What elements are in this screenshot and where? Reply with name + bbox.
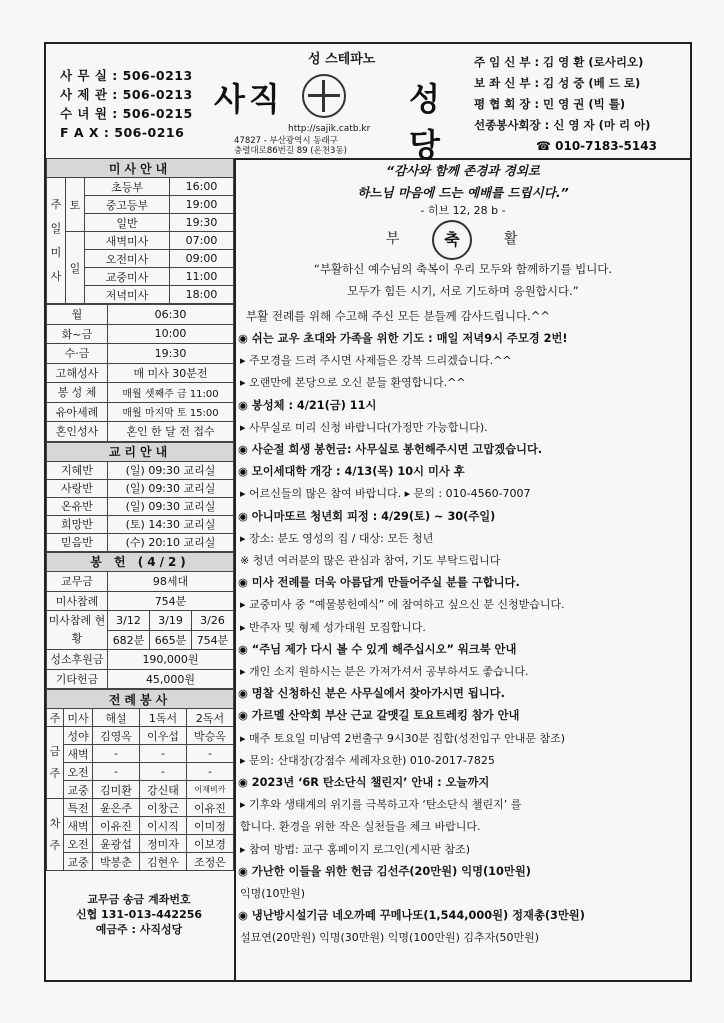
staff-assistant: 보 좌 신 부 : 김 성 중 (베 드 로) — [474, 76, 641, 90]
commentator: 김영옥 — [93, 727, 140, 745]
reader-2: - — [187, 745, 234, 763]
school-fee-label: 교무금 — [47, 572, 108, 592]
website-link[interactable]: http://sajik.catb.kr — [288, 124, 371, 134]
mass-slot: 성야 — [64, 727, 93, 745]
mass-table — [46, 158, 234, 304]
notice-item: ※ 청년 여러분의 많은 관심과 참여, 기도 부탁드립니다 — [240, 554, 501, 568]
notice-item: ◉ “주님 제가 다시 볼 수 있게 해주십시오” 워크북 안내 — [238, 642, 517, 656]
quote-line-2: 하느님 마음에 드는 예배를 드립시다.” — [357, 185, 569, 200]
title-left: 사직 — [214, 80, 284, 118]
col-header: 미사 — [64, 709, 93, 727]
catechism-table — [46, 442, 234, 552]
scripture-quote — [236, 158, 690, 204]
weekday-time: 06:30 — [108, 305, 234, 325]
notice-item: ◉ 냉난방시설기금 네오까떼 꾸메나또(1,544,000원) 정재총(3만원) — [238, 909, 585, 923]
notice-item: 설묘연(20만원) 익명(30만원) 익명(100만원) 김추자(50만원) — [240, 931, 540, 945]
reader-2: 이유진 — [187, 799, 234, 817]
mass-name: 오전미사 — [85, 250, 170, 268]
notice-item: ▸ 매주 토요일 미남역 2번출구 9시30분 집합(성전입구 안내문 참조) — [240, 731, 566, 745]
liturgy-title: 전례봉사 — [47, 690, 234, 709]
mass-slot: 교중 — [64, 853, 93, 871]
reader-1: 강신태 — [140, 781, 187, 799]
reader-1: 이창근 — [140, 799, 187, 817]
week2-label: 차주 — [47, 799, 64, 871]
mass-name: 저녁미사 — [85, 286, 170, 304]
mass-slot: 교중 — [64, 781, 93, 799]
extra-label: 혼인성사 — [47, 422, 108, 442]
col-header: 1독서 — [140, 709, 187, 727]
mass-name: 교중미사 — [85, 268, 170, 286]
staff-council: 평 협 회 장 : 민 영 권 (빅 틀) — [474, 97, 626, 111]
mass-name: 초등부 — [85, 178, 170, 196]
offering-title: 봉 헌 (4/2) — [47, 552, 234, 572]
notice-item: ◉ 쉬는 교우 초대와 가족을 위한 기도 : 매일 저녁9시 주모경 2번! — [238, 332, 568, 345]
reader-2: 이재비카 — [187, 781, 234, 799]
mass-name: 새벽미사 — [85, 232, 170, 250]
notice-item: ▸ 어르신들의 많은 참여 바랍니다. ▸ 문의 : 010-4560-7007 — [240, 487, 531, 501]
notice-item: ◉ 봉성체 : 4/21(금) 11시 — [238, 398, 377, 412]
bulletin-frame — [44, 42, 692, 982]
catechism-title: 교리안내 — [47, 442, 234, 461]
class-time: (일) 09:30 교리실 — [108, 497, 234, 515]
mass-time: 09:00 — [170, 250, 234, 268]
easter-char-1: 부 — [386, 231, 400, 247]
commentator: 윤광섭 — [93, 835, 140, 853]
school-fee-value: 98세대 — [108, 572, 234, 592]
mass-time: 18:00 — [170, 286, 234, 304]
status-count: 754분 — [192, 630, 234, 650]
class-name: 온유반 — [47, 497, 108, 515]
sungso-label: 성소후원금 — [47, 650, 108, 670]
title-right: 성당 — [409, 80, 444, 164]
reader-1: 이우섭 — [140, 727, 187, 745]
mass-att-value: 754분 — [108, 591, 234, 611]
notice-list — [236, 328, 690, 950]
reader-1: 김현우 — [140, 853, 187, 871]
weekday-label: 화~금 — [47, 324, 108, 344]
week1-label: 금주 — [47, 727, 64, 799]
sun-label: 일 — [66, 232, 85, 304]
account-info — [46, 892, 232, 937]
extra-value: 매월 셋째주 금 11:00 — [108, 383, 234, 403]
notice-item: ◉ 모이세대학 개강 : 4/13(목) 10시 미사 후 — [238, 465, 465, 479]
address — [234, 136, 347, 156]
extra-value: 매 미사 30분전 — [108, 363, 234, 383]
header — [46, 44, 690, 164]
reader-2: 이보경 — [187, 835, 234, 853]
commentator: 박봉춘 — [93, 853, 140, 871]
notice-item: ▸ 오랜만에 본당으로 오신 분들 환영합니다.^^ — [240, 376, 466, 390]
notice-item: ▸ 사무실로 미리 신청 바랍니다(가정만 가능합니다). — [240, 420, 488, 434]
notice-item: ▸ 반주자 및 형제 성가대원 모집합니다. — [240, 620, 426, 634]
other-value: 45,000원 — [108, 669, 234, 689]
staff-list — [474, 52, 657, 157]
address-line-2: 충렬대로86번길 89 (온천3동) — [234, 146, 347, 156]
notice-item: ◉ 가르멜 산악회 부산 근교 갈맷길 토요트레킹 참가 안내 — [238, 709, 520, 723]
sungso-value: 190,000원 — [108, 650, 234, 670]
notice-item: 익명(10만원) — [240, 887, 306, 901]
cross-emblem-icon — [302, 74, 346, 118]
reader-1: 이시직 — [140, 817, 187, 835]
class-time: (일) 09:30 교리실 — [108, 479, 234, 497]
mass-time: 11:00 — [170, 268, 234, 286]
col-header: 주 — [47, 709, 64, 727]
class-name: 지혜반 — [47, 461, 108, 479]
notice-item: ◉ 명찰 신청하신 분은 사무실에서 찾아가시면 됩니다. — [238, 687, 505, 701]
phone-office: 사 무 실 : 506-0213 — [60, 68, 193, 83]
account-holder: 예금주 : 사직성당 — [95, 923, 183, 936]
notice-item: ▸ 참여 방법: 교구 홈페이지 로그인(게시판 참조) — [240, 842, 471, 856]
col-header: 해설 — [93, 709, 140, 727]
easter-banner — [236, 218, 690, 258]
easter-message — [236, 258, 690, 302]
mass-slot: 오전 — [64, 763, 93, 781]
class-name: 사랑반 — [47, 479, 108, 497]
status-count: 682분 — [108, 630, 150, 650]
easter-char-2: 활 — [504, 231, 518, 247]
other-label: 기타헌금 — [47, 669, 108, 689]
status-date: 3/19 — [150, 611, 192, 631]
status-date: 3/26 — [192, 611, 234, 631]
left-column — [46, 158, 236, 980]
easter-msg-1: “부활하신 예수님의 축복이 우리 모두와 함께하기를 빕니다. — [313, 262, 613, 276]
weekday-label: 월 — [47, 305, 108, 325]
phone-fax: F A X : 506-0216 — [60, 125, 185, 140]
notice-item: ◉ 2023년 ‘6R 탄소단식 챌린지’ 안내 : 오늘까지 — [238, 776, 490, 790]
commentator: 김미환 — [93, 781, 140, 799]
notice-item: ◉ 사순절 희생 봉헌금: 사무실로 봉헌해주시면 고맙겠습니다. — [238, 443, 543, 457]
reader-1: 정미자 — [140, 835, 187, 853]
phone-rectory: 사 제 관 : 506-0213 — [60, 87, 193, 102]
class-time: (수) 20:10 교리실 — [108, 533, 234, 551]
notice-item: ▸ 개인 소지 원하시는 분은 가져가셔서 공부하셔도 좋습니다. — [240, 665, 529, 679]
reader-1: - — [140, 745, 187, 763]
extra-label: 유아세례 — [47, 402, 108, 422]
commentator: - — [93, 763, 140, 781]
extra-value: 매월 마지막 토 15:00 — [108, 402, 234, 422]
extra-label: 고해성사 — [47, 363, 108, 383]
notice-item: ▸ 문의: 산대장(강점수 세례자요한) 010-2017-7825 — [240, 753, 495, 767]
patron-name: 성 스테파노 — [308, 52, 376, 67]
staff-pastor: 주 임 신 부 : 김 영 환 (로사리오) — [474, 55, 644, 69]
staff-funeral: 선종봉사회장 : 신 영 자 (마 리 아) — [474, 118, 651, 132]
easter-msg-2: 모두가 힘든 시기, 서로 기도하며 응원합시다.” — [347, 284, 579, 298]
thanks-note: 부활 전례를 위해 수고해 주신 모든 분들께 감사드립니다.^^ — [246, 309, 551, 323]
notice-item: ▸ 주모경을 드려 주시면 사제들은 강복 드리겠습니다.^^ — [240, 354, 512, 368]
notice-item: 합니다. 환경을 위한 작은 실천들을 체크 바랍니다. — [240, 820, 481, 834]
status-label: 미사참례 현황 — [47, 611, 108, 650]
extra-label: 봉 성 체 — [47, 383, 108, 403]
sat-label: 토 — [66, 178, 85, 232]
weekday-time: 19:30 — [108, 344, 234, 364]
commentator: 이유진 — [93, 817, 140, 835]
mass-slot: 오전 — [64, 835, 93, 853]
sunday-mass-label: 주일미사 — [47, 178, 66, 304]
mass-name: 중고등부 — [85, 196, 170, 214]
quote-line-1: “감사와 함께 존경과 경외로 — [386, 163, 540, 178]
mass-slot: 새벽 — [64, 817, 93, 835]
right-column — [236, 158, 690, 950]
reader-1: - — [140, 763, 187, 781]
mass-title: 미사안내 — [47, 159, 234, 178]
staff-mobile: ☎ 010-7183-5143 — [536, 139, 657, 153]
account-title: 교무금 송금 계좌번호 — [87, 893, 191, 906]
phone-convent: 수 녀 원 : 506-0215 — [60, 106, 193, 121]
mass-time: 19:30 — [170, 214, 234, 232]
notice-item: ◉ 가난한 이들을 위한 헌금 김선주(20만원) 익명(10만원) — [238, 864, 531, 878]
liturgy-table — [46, 689, 234, 871]
commentator: - — [93, 745, 140, 763]
notice-item: ▸ 장소: 분도 영성의 집 / 대상: 모든 청년 — [240, 531, 434, 545]
weekday-time: 10:00 — [108, 324, 234, 344]
reader-2: 이미정 — [187, 817, 234, 835]
mass-slot: 특전 — [64, 799, 93, 817]
commentator: 윤은주 — [93, 799, 140, 817]
mass-slot: 새벽 — [64, 745, 93, 763]
notice-item: ◉ 아니마또르 청년회 피정 : 4/29(토) ~ 30(주일) — [238, 509, 496, 523]
account-number: 신협 131-013-442256 — [75, 908, 203, 921]
weekday-table — [46, 304, 234, 442]
reader-2: - — [187, 763, 234, 781]
notice-item: ◉ 미사 전례를 더욱 아름답게 만들어주실 분를 구합니다. — [238, 576, 520, 590]
notice-item: ▸ 교중미사 중 “예물봉헌예식” 에 참여하고 싶으신 분 신청받습니다. — [240, 598, 565, 612]
quote-source: - 히브 12, 28 b - — [420, 204, 506, 217]
status-count: 665분 — [150, 630, 192, 650]
address-line-1: 47827 - 부산광역시 동래구 — [234, 136, 338, 146]
col-header: 2독서 — [187, 709, 234, 727]
notice-item: ▸ 기후와 생태계의 위기를 극복하고자 ‘탄소단식 챌린지’ 를 — [240, 798, 522, 812]
offering-table — [46, 552, 234, 690]
celebration-emblem-icon: 축 — [432, 220, 472, 260]
reader-2: 조정은 — [187, 853, 234, 871]
mass-time: 07:00 — [170, 232, 234, 250]
mass-name: 일반 — [85, 214, 170, 232]
status-date: 3/12 — [108, 611, 150, 631]
class-name: 희망반 — [47, 515, 108, 533]
mass-time: 19:00 — [170, 196, 234, 214]
reader-2: 박승옥 — [187, 727, 234, 745]
weekday-label: 수·금 — [47, 344, 108, 364]
mass-time: 16:00 — [170, 178, 234, 196]
phone-list — [60, 66, 193, 142]
class-time: (일) 09:30 교리실 — [108, 461, 234, 479]
class-name: 믿음반 — [47, 533, 108, 551]
class-time: (토) 14:30 교리실 — [108, 515, 234, 533]
extra-value: 혼인 한 달 전 접수 — [108, 422, 234, 442]
mass-att-label: 미사참례 — [47, 591, 108, 611]
